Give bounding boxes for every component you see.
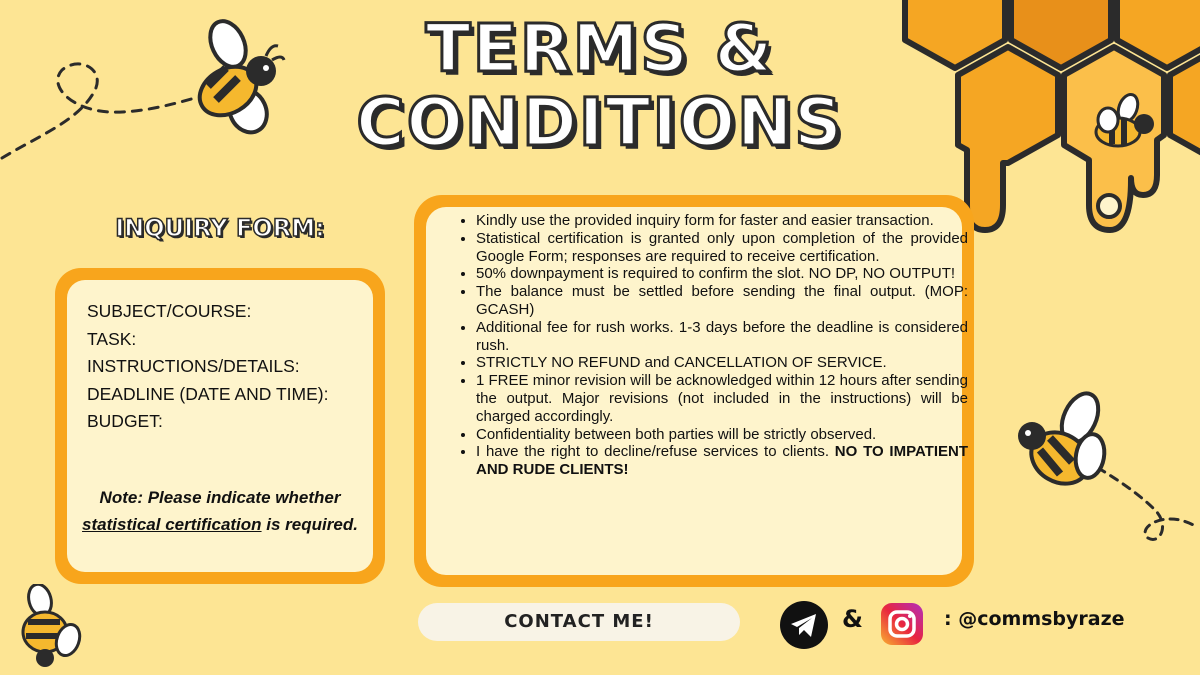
- terms-item-text: Statistical certification is granted only upon completion of the provided Google Form; responses are required to receive certification.: [476, 229, 968, 265]
- inquiry-form-card: [55, 268, 385, 584]
- bee-icon: [186, 16, 286, 136]
- inquiry-note-text-end: is required.: [261, 515, 358, 534]
- telegram-icon[interactable]: [780, 601, 828, 649]
- bee-icon: [1090, 92, 1160, 152]
- inquiry-note-text: Note: Please indicate whether: [99, 488, 341, 507]
- page-title-line-1: TERMS &: [425, 10, 775, 87]
- terms-item-text: Additional fee for rush works. 1-3 days before the deadline is considered rush.: [476, 318, 968, 354]
- page-title: [300, 12, 900, 160]
- bee-icon: [10, 584, 85, 669]
- field-subject-course: SUBJECT/COURSE:: [87, 301, 252, 321]
- field-budget: BUDGET:: [87, 411, 163, 431]
- field-deadline: DEADLINE (DATE AND TIME):: [87, 383, 329, 404]
- terms-item: [476, 212, 968, 230]
- terms-item: [476, 443, 968, 479]
- field-instructions-details: INSTRUCTIONS/DETAILS:: [87, 356, 300, 376]
- contact-me-button[interactable]: CONTACT ME!: [418, 603, 740, 641]
- inquiry-note-underlined: statistical certification: [82, 515, 262, 534]
- terms-item-text: The balance must be settled before sending the final output. (MOP: GCASH): [476, 283, 968, 318]
- terms-item: [476, 283, 968, 319]
- terms-item: [476, 426, 968, 444]
- terms-panel: [426, 207, 969, 575]
- terms-item: [476, 372, 968, 425]
- terms-item: [476, 230, 968, 266]
- inquiry-note: [81, 484, 359, 538]
- inquiry-form-panel: [67, 280, 373, 572]
- terms-item: [476, 319, 968, 355]
- terms-item: [476, 354, 968, 372]
- terms-item-text: 1 FREE minor revision will be acknowledged within 12 hours after sending the output. Major revisions (not included in the instructions) will be charged accordingly.: [476, 372, 968, 425]
- social-handle[interactable]: : @commsbyraze: [944, 608, 1125, 630]
- inquiry-form-heading: INQUIRY FORM:: [115, 214, 325, 242]
- terms-item-bold: NO TO IMPATIENT AND RUDE CLIENTS!: [476, 443, 969, 479]
- bee-icon: [1010, 388, 1110, 498]
- ampersand: &: [842, 605, 863, 633]
- terms-item-text: I have the right to decline/refuse services to clients.: [476, 443, 835, 461]
- inquiry-form-fields: [87, 298, 357, 436]
- field-task: TASK:: [87, 328, 137, 349]
- terms-item: [476, 265, 968, 283]
- terms-item-text: 50% downpayment is required to confirm the slot. NO DP, NO OUTPUT!: [476, 265, 956, 283]
- instagram-icon[interactable]: [879, 601, 925, 647]
- terms-list: [460, 212, 968, 479]
- page-title-line-2: CONDITIONS: [356, 84, 844, 161]
- terms-card: [414, 195, 974, 587]
- terms-item-text: Kindly use the provided inquiry form for faster and easier transaction.: [476, 212, 934, 229]
- terms-item-text: Confidentiality between both parties will be strictly observed.: [476, 425, 877, 443]
- flight-path-decoration: [0, 40, 200, 170]
- terms-item-text: STRICTLY NO REFUND and CANCELLATION OF SERVICE.: [476, 354, 887, 372]
